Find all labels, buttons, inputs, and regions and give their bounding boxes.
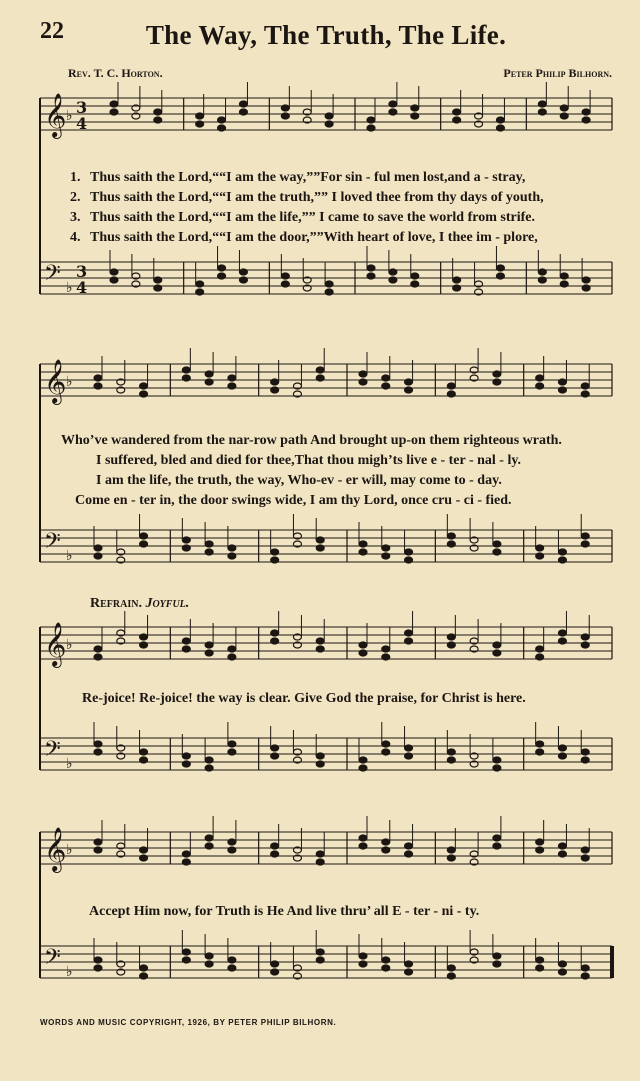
- flat-icon: ♭: [66, 637, 73, 653]
- note-head: [538, 101, 546, 107]
- note-head: [382, 553, 390, 559]
- note-head: [316, 851, 324, 857]
- note-head: [359, 541, 367, 547]
- note-head: [493, 765, 501, 771]
- note-head: [359, 953, 367, 959]
- bass-clef-icon: 𝄢: [44, 529, 61, 559]
- bass-clef-icon: 𝄢: [44, 261, 61, 291]
- note-head: [359, 642, 367, 648]
- note-head: [536, 965, 544, 971]
- time-signature-bottom: 4: [76, 278, 88, 297]
- note-head: [281, 281, 289, 287]
- note-head: [239, 109, 247, 115]
- note-head: [367, 265, 375, 271]
- bass-clef-icon: 𝄢: [44, 945, 61, 975]
- note-head: [382, 383, 390, 389]
- flat-icon: ♭: [66, 964, 73, 980]
- note-head: [94, 646, 102, 652]
- note-head: [140, 383, 148, 389]
- note-head: [228, 545, 236, 551]
- note-head: [496, 265, 504, 271]
- note-head: [447, 642, 455, 648]
- note-head: [558, 379, 566, 385]
- note-head: [493, 379, 501, 385]
- note-head: [536, 375, 544, 381]
- note-head: [94, 545, 102, 551]
- note-head: [536, 545, 544, 551]
- note-head: [140, 855, 148, 861]
- note-head: [271, 387, 279, 393]
- note-head: [182, 957, 190, 963]
- note-head: [558, 753, 566, 759]
- note-head: [359, 843, 367, 849]
- note-head: [110, 277, 118, 283]
- verse-3-line-2: I am the life, the truth, the way, Who-ev - er will, may come to - day.: [96, 473, 502, 488]
- note-head: [453, 109, 461, 115]
- note-head: [316, 957, 324, 963]
- note-head: [496, 273, 504, 279]
- note-head: [447, 847, 455, 853]
- note-head: [228, 654, 236, 660]
- note-head: [196, 121, 204, 127]
- note-head: [228, 375, 236, 381]
- note-head: [228, 741, 236, 747]
- note-head: [228, 553, 236, 559]
- note-head: [581, 634, 589, 640]
- verse-4-line-1: 4. Thus saith the Lord,““I am the door,””With heart of love, I thee im - plore,: [70, 230, 538, 245]
- note-head: [182, 646, 190, 652]
- note-head: [359, 835, 367, 841]
- note-head: [560, 113, 568, 119]
- note-head: [205, 757, 213, 763]
- note-head: [140, 533, 148, 539]
- note-head: [325, 121, 333, 127]
- treble-clef-icon: 𝄞: [44, 622, 67, 666]
- note-head: [558, 638, 566, 644]
- note-head: [94, 741, 102, 747]
- note-head: [182, 537, 190, 543]
- note-head: [389, 277, 397, 283]
- note-head: [581, 749, 589, 755]
- note-head: [228, 383, 236, 389]
- note-head: [239, 269, 247, 275]
- copyright-notice: WORDS AND MUSIC COPYRIGHT, 1926, BY PETER PHILIP BILHORN.: [40, 1018, 337, 1027]
- note-head: [560, 273, 568, 279]
- note-head: [558, 549, 566, 555]
- note-head: [359, 961, 367, 967]
- note-head: [94, 553, 102, 559]
- note-head: [316, 545, 324, 551]
- note-head: [154, 277, 162, 283]
- note-head: [382, 646, 390, 652]
- note-head: [405, 753, 413, 759]
- time-signature-top: 3: [76, 98, 88, 117]
- note-head: [581, 391, 589, 397]
- note-head: [382, 749, 390, 755]
- note-head: [325, 281, 333, 287]
- note-head: [581, 757, 589, 763]
- note-head: [359, 765, 367, 771]
- note-head: [271, 379, 279, 385]
- note-head: [205, 650, 213, 656]
- note-head: [205, 642, 213, 648]
- time-signature-top: 3: [76, 262, 88, 281]
- note-head: [182, 638, 190, 644]
- note-head: [493, 953, 501, 959]
- note-head: [493, 642, 501, 648]
- note-head: [538, 109, 546, 115]
- note-head: [94, 654, 102, 660]
- note-head: [382, 957, 390, 963]
- note-head: [94, 957, 102, 963]
- note-head: [359, 379, 367, 385]
- note-head: [359, 371, 367, 377]
- note-head: [560, 281, 568, 287]
- note-head: [316, 753, 324, 759]
- note-head: [405, 745, 413, 751]
- note-head: [558, 969, 566, 975]
- note-head: [382, 375, 390, 381]
- note-head: [558, 557, 566, 563]
- note-head: [316, 949, 324, 955]
- note-head: [110, 101, 118, 107]
- note-head: [182, 949, 190, 955]
- note-head: [536, 646, 544, 652]
- note-head: [493, 843, 501, 849]
- note-head: [447, 855, 455, 861]
- note-head: [316, 761, 324, 767]
- note-head: [140, 642, 148, 648]
- note-head: [182, 367, 190, 373]
- note-head: [581, 541, 589, 547]
- note-head: [411, 281, 419, 287]
- note-head: [218, 117, 226, 123]
- note-head: [281, 273, 289, 279]
- composer-credit: Peter Philip Bilhorn.: [503, 66, 612, 80]
- note-head: [182, 375, 190, 381]
- note-head: [316, 638, 324, 644]
- note-head: [453, 117, 461, 123]
- note-head: [382, 847, 390, 853]
- note-head: [382, 965, 390, 971]
- note-head: [316, 646, 324, 652]
- note-head: [196, 281, 204, 287]
- flat-icon: ♭: [66, 374, 73, 390]
- note-head: [558, 851, 566, 857]
- note-head: [558, 745, 566, 751]
- note-head: [382, 839, 390, 845]
- note-head: [110, 269, 118, 275]
- note-head: [447, 973, 455, 979]
- note-head: [182, 545, 190, 551]
- note-head: [205, 765, 213, 771]
- note-head: [447, 965, 455, 971]
- refrain-line-2: Accept Him now, for Truth is He And live thru’ all E - ter - ni - ty.: [89, 904, 480, 919]
- note-head: [405, 549, 413, 555]
- note-head: [239, 101, 247, 107]
- flat-icon: ♭: [66, 548, 73, 564]
- note-head: [140, 965, 148, 971]
- note-head: [140, 391, 148, 397]
- note-head: [154, 285, 162, 291]
- note-head: [228, 957, 236, 963]
- verse-2-line-1: 2. Thus saith the Lord,““I am the truth,”” I loved thee from thy days of youth,: [70, 190, 544, 205]
- note-head: [558, 387, 566, 393]
- note-head: [367, 117, 375, 123]
- note-head: [140, 749, 148, 755]
- note-head: [228, 749, 236, 755]
- note-head: [325, 289, 333, 295]
- note-head: [281, 105, 289, 111]
- verse-1-line-2: Who’ve wandered from the nar-row path And brought up-on them righteous wrath.: [61, 433, 562, 448]
- note-head: [536, 741, 544, 747]
- note-head: [447, 757, 455, 763]
- note-head: [493, 650, 501, 656]
- note-head: [382, 741, 390, 747]
- note-head: [271, 557, 279, 563]
- verse-2-line-2: I suffered, bled and died for thee,That thou migh’ts live e - ter - nal - ly.: [96, 453, 522, 468]
- note-head: [496, 117, 504, 123]
- note-head: [493, 371, 501, 377]
- note-head: [536, 957, 544, 963]
- note-head: [228, 847, 236, 853]
- note-head: [271, 753, 279, 759]
- note-head: [382, 545, 390, 551]
- note-head: [447, 634, 455, 640]
- note-head: [140, 634, 148, 640]
- note-head: [140, 847, 148, 853]
- flat-icon: ♭: [66, 108, 73, 124]
- flat-icon: ♭: [66, 280, 73, 296]
- note-head: [493, 549, 501, 555]
- page-number: 22: [40, 18, 64, 44]
- verse-1-line-1: 1. Thus saith the Lord,““I am the way,””For sin - ful men lost,and a - stray,: [70, 170, 526, 185]
- note-head: [271, 961, 279, 967]
- note-head: [94, 965, 102, 971]
- note-head: [271, 549, 279, 555]
- note-head: [582, 285, 590, 291]
- note-head: [182, 753, 190, 759]
- note-head: [405, 638, 413, 644]
- note-head: [281, 113, 289, 119]
- note-head: [271, 630, 279, 636]
- note-head: [581, 383, 589, 389]
- note-head: [182, 859, 190, 865]
- flat-icon: ♭: [66, 842, 73, 858]
- note-head: [581, 533, 589, 539]
- note-head: [140, 757, 148, 763]
- note-head: [447, 541, 455, 547]
- note-head: [325, 113, 333, 119]
- note-head: [205, 961, 213, 967]
- note-head: [581, 855, 589, 861]
- note-head: [496, 125, 504, 131]
- note-head: [493, 961, 501, 967]
- note-head: [218, 265, 226, 271]
- note-head: [94, 839, 102, 845]
- note-head: [536, 749, 544, 755]
- note-head: [205, 549, 213, 555]
- treble-clef-icon: 𝄞: [44, 93, 67, 137]
- note-head: [536, 654, 544, 660]
- note-head: [447, 749, 455, 755]
- note-head: [382, 654, 390, 660]
- note-head: [405, 969, 413, 975]
- note-head: [493, 757, 501, 763]
- note-head: [239, 277, 247, 283]
- note-head: [538, 269, 546, 275]
- verse-4-line-2: Come en - ter in, the door swings wide, I am thy Lord, once cru - ci - fied.: [75, 493, 512, 508]
- note-head: [536, 847, 544, 853]
- note-head: [453, 285, 461, 291]
- note-head: [218, 125, 226, 131]
- note-head: [493, 541, 501, 547]
- note-head: [558, 961, 566, 967]
- note-head: [205, 541, 213, 547]
- note-head: [405, 961, 413, 967]
- note-head: [316, 367, 324, 373]
- note-head: [536, 839, 544, 845]
- note-head: [536, 383, 544, 389]
- note-head: [271, 969, 279, 975]
- note-head: [94, 383, 102, 389]
- note-head: [271, 851, 279, 857]
- note-head: [94, 375, 102, 381]
- note-head: [94, 847, 102, 853]
- note-head: [582, 117, 590, 123]
- bass-clef-icon: 𝄢: [44, 737, 61, 767]
- note-head: [405, 387, 413, 393]
- note-head: [367, 125, 375, 131]
- hymn-title: The Way, The Truth, The Life.: [145, 20, 507, 50]
- note-head: [154, 109, 162, 115]
- note-head: [228, 646, 236, 652]
- note-head: [405, 379, 413, 385]
- note-head: [447, 383, 455, 389]
- note-head: [316, 537, 324, 543]
- note-head: [405, 843, 413, 849]
- note-head: [453, 277, 461, 283]
- note-head: [411, 113, 419, 119]
- note-head: [582, 109, 590, 115]
- note-head: [536, 553, 544, 559]
- note-head: [271, 745, 279, 751]
- note-head: [493, 835, 501, 841]
- note-head: [196, 113, 204, 119]
- note-head: [558, 843, 566, 849]
- note-head: [218, 273, 226, 279]
- note-head: [558, 630, 566, 636]
- note-head: [389, 101, 397, 107]
- note-head: [411, 273, 419, 279]
- note-head: [405, 557, 413, 563]
- note-head: [560, 105, 568, 111]
- note-head: [154, 117, 162, 123]
- note-head: [228, 965, 236, 971]
- note-head: [389, 269, 397, 275]
- note-head: [367, 273, 375, 279]
- note-head: [140, 973, 148, 979]
- note-head: [182, 851, 190, 857]
- note-head: [581, 847, 589, 853]
- note-head: [405, 630, 413, 636]
- note-head: [447, 391, 455, 397]
- refrain-line-1: Re-joice! Re-joice! the way is clear. Give God the praise, for Christ is here.: [82, 691, 526, 706]
- note-head: [405, 851, 413, 857]
- note-head: [205, 835, 213, 841]
- note-head: [271, 843, 279, 849]
- note-head: [447, 533, 455, 539]
- note-head: [538, 277, 546, 283]
- note-head: [411, 105, 419, 111]
- note-head: [581, 642, 589, 648]
- lyricist-credit: Rev. T. C. Horton.: [68, 66, 163, 80]
- note-head: [205, 843, 213, 849]
- time-signature-bottom: 4: [76, 114, 88, 133]
- note-head: [581, 965, 589, 971]
- note-head: [205, 379, 213, 385]
- note-head: [182, 761, 190, 767]
- note-head: [205, 371, 213, 377]
- note-head: [228, 839, 236, 845]
- note-head: [581, 973, 589, 979]
- note-head: [94, 749, 102, 755]
- note-head: [359, 549, 367, 555]
- note-head: [359, 650, 367, 656]
- note-head: [359, 757, 367, 763]
- note-head: [140, 541, 148, 547]
- note-head: [205, 953, 213, 959]
- treble-clef-icon: 𝄞: [44, 359, 67, 403]
- note-head: [316, 859, 324, 865]
- note-head: [196, 289, 204, 295]
- note-head: [389, 109, 397, 115]
- note-head: [316, 375, 324, 381]
- note-head: [271, 638, 279, 644]
- refrain-label: Refrain. Joyful.: [90, 596, 190, 611]
- flat-icon: ♭: [66, 756, 73, 772]
- note-head: [110, 109, 118, 115]
- note-head: [582, 277, 590, 283]
- tempo-marking: Joyful.: [145, 596, 190, 611]
- verse-3-line-1: 3. Thus saith the Lord,““I am the life,”” I came to save the world from strife.: [70, 210, 535, 225]
- treble-clef-icon: 𝄞: [44, 827, 67, 871]
